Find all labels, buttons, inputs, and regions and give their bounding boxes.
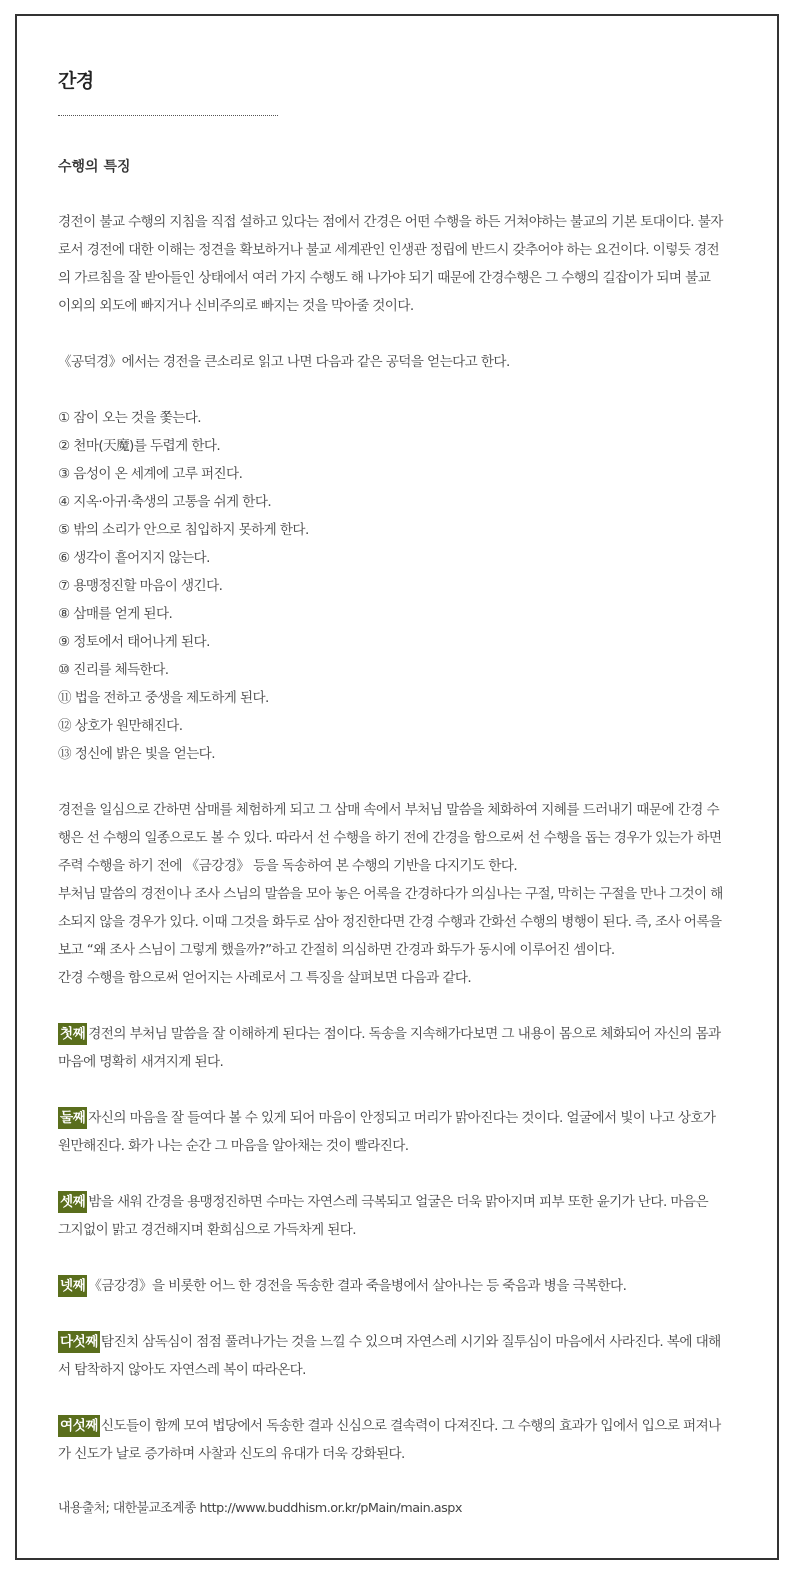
source-label: 내용출처; 대한불교조계종 — [58, 1501, 196, 1516]
feature-item-2 — [58, 1104, 779, 1160]
source-credit — [58, 1495, 462, 1523]
body-line: 보고 “왜 조사 스님이 그렇게 했을까?”하고 간절히 의심하면 간경과 화두가 동시에 이루어진 셈이다. — [58, 942, 615, 958]
feature-text: 자신의 마음을 잘 들여다 볼 수 있게 되어 마음이 안정되고 머리가 맑아진다는 것이다. 얼굴에서 빛이 나고 상호가 — [88, 1110, 716, 1126]
feature-badge: 첫째 — [58, 1023, 87, 1045]
intro-line: 의 가르침을 잘 받아들인 상태에서 여러 가지 수행도 해 나가야 되기 때문에 간경수행은 그 수행의 길잡이가 되며 불교 — [58, 270, 711, 286]
merit-item: ② 천마(天魔)를 두렵게 한다. — [58, 438, 221, 454]
feature-text: 그지없이 맑고 경건해지며 환희심으로 가득차게 된다. — [58, 1222, 357, 1238]
feature-line — [58, 1188, 779, 1216]
intro-line: 로서 경전에 대한 이해는 정견을 확보하거나 불교 세계관인 인생관 정립에 반드시 갖추어야 하는 요건이다. 이렇듯 경전 — [58, 242, 720, 258]
feature-line — [58, 1328, 779, 1356]
feature-item-6 — [58, 1412, 779, 1468]
body-line: 행은 선 수행의 일종으로도 볼 수 있다. 따라서 선 수행을 하기 전에 간경을 함으로써 선 수행을 돕는 경우가 있는가 하면 — [58, 830, 722, 846]
merit-item: ⑬ 정신에 밝은 빛을 얻는다. — [58, 746, 215, 762]
intro-line: 이외의 외도에 빠지거나 신비주의로 빠지는 것을 막아줄 것이다. — [58, 298, 414, 314]
merit-item: ⑫ 상호가 원만해진다. — [58, 718, 183, 734]
body-line: 경전을 일심으로 간하면 삼매를 체험하게 되고 그 삼매 속에서 부처님 말씀을 체화하여 지혜를 드러내기 때문에 간경 수 — [58, 802, 720, 818]
merit-item: ① 잠이 오는 것을 쫓는다. — [58, 410, 201, 426]
feature-text: 밤을 새워 간경을 용맹정진하면 수마는 자연스레 극복되고 얼굴은 더욱 맑아지며 피부 또한 윤기가 난다. 마음은 — [88, 1194, 708, 1210]
intro-paragraph — [58, 208, 779, 320]
section-title: 수행의 특징 — [58, 159, 131, 175]
feature-line — [58, 1412, 779, 1440]
merit-item: ④ 지옥·아귀·축생의 고통을 쉬게 한다. — [58, 494, 272, 510]
merit-item: ⑩ 진리를 체득한다. — [58, 662, 169, 678]
feature-badge: 셋째 — [58, 1191, 87, 1213]
feature-item-1 — [58, 1020, 779, 1076]
feature-text: 마음에 명확히 새겨지게 된다. — [58, 1054, 224, 1070]
feature-item-3 — [58, 1188, 779, 1244]
merit-intro: 《공덕경》에서는 경전을 큰소리로 읽고 나면 다음과 같은 공덕을 얻는다고 한다. — [58, 354, 510, 370]
content-frame — [15, 14, 779, 1560]
feature-item-5 — [58, 1328, 779, 1384]
feature-badge: 다섯째 — [58, 1331, 100, 1353]
feature-text: 가 신도가 날로 증가하며 사찰과 신도의 유대가 더욱 강화된다. — [58, 1446, 405, 1462]
feature-line — [58, 1272, 779, 1300]
intro-line: 경전이 불교 수행의 지침을 직접 설하고 있다는 점에서 간경은 어떤 수행을 하든 거쳐야하는 불교의 기본 토대이다. 불자 — [58, 214, 723, 230]
merit-list — [58, 404, 779, 768]
source-link[interactable]: http://www.buddhism.or.kr/pMain/main.aspx — [199, 1501, 462, 1516]
feature-item-4 — [58, 1272, 779, 1300]
feature-line — [58, 1104, 779, 1132]
body-line: 소되지 않을 경우가 있다. 이때 그것을 화두로 삼아 정진한다면 간경 수행과 간화선 수행의 병행이 된다. 즉, 조사 어록을 — [58, 914, 722, 930]
feature-badge: 여섯째 — [58, 1415, 100, 1437]
feature-text: 탐진치 삼독심이 점점 풀려나가는 것을 느낄 수 있으며 자연스레 시기와 질투심이 마음에서 사라진다. 복에 대해 — [100, 1334, 721, 1350]
merit-item: ⑥ 생각이 흩어지지 않는다. — [58, 550, 210, 566]
feature-text: 원만해진다. 화가 나는 순간 그 마음을 알아채는 것이 빨라진다. — [58, 1138, 409, 1154]
feature-line — [58, 1020, 779, 1048]
body-paragraph — [58, 796, 779, 992]
body-line: 간경 수행을 함으로써 얻어지는 사례로서 그 특징을 살펴보면 다음과 같다. — [58, 970, 472, 986]
feature-badge: 넷째 — [58, 1275, 87, 1297]
feature-badge: 둘째 — [58, 1107, 87, 1129]
page-title: 간경 — [58, 70, 94, 92]
merit-item: ③ 음성이 온 세계에 고루 퍼진다. — [58, 466, 243, 482]
feature-text: 《금강경》을 비롯한 어느 한 경전을 독송한 결과 죽을병에서 살아나는 등 죽음과 병을 극복한다. — [88, 1278, 627, 1294]
merit-item: ⑤ 밖의 소리가 안으로 침입하지 못하게 한다. — [58, 522, 309, 538]
feature-text: 신도들이 함께 모여 법당에서 독송한 결과 신심으로 결속력이 다져진다. 그 수행의 효과가 입에서 입으로 퍼져나 — [100, 1418, 721, 1434]
merit-item: ⑪ 법을 전하고 중생을 제도하게 된다. — [58, 690, 269, 706]
merit-item: ⑧ 삼매를 얻게 된다. — [58, 606, 173, 622]
feature-text: 서 탐착하지 않아도 자연스레 복이 따라온다. — [58, 1362, 306, 1378]
title-divider — [58, 115, 278, 116]
merit-item: ⑦ 용맹정진할 마음이 생긴다. — [58, 578, 223, 594]
body-line: 부처님 말씀의 경전이나 조사 스님의 말씀을 모아 놓은 어록을 간경하다가 의심나는 구절, 막히는 구절을 만나 그것이 해 — [58, 886, 723, 902]
body-line: 주력 수행을 하기 전에 《금강경》 등을 독송하여 본 수행의 기반을 다지기도 한다. — [58, 858, 518, 874]
feature-text: 경전의 부처님 말씀을 잘 이해하게 된다는 점이다. 독송을 지속해가다보면 그 내용이 몸으로 체화되어 자신의 몸과 — [88, 1026, 721, 1042]
merit-item: ⑨ 정토에서 태어나게 된다. — [58, 634, 210, 650]
